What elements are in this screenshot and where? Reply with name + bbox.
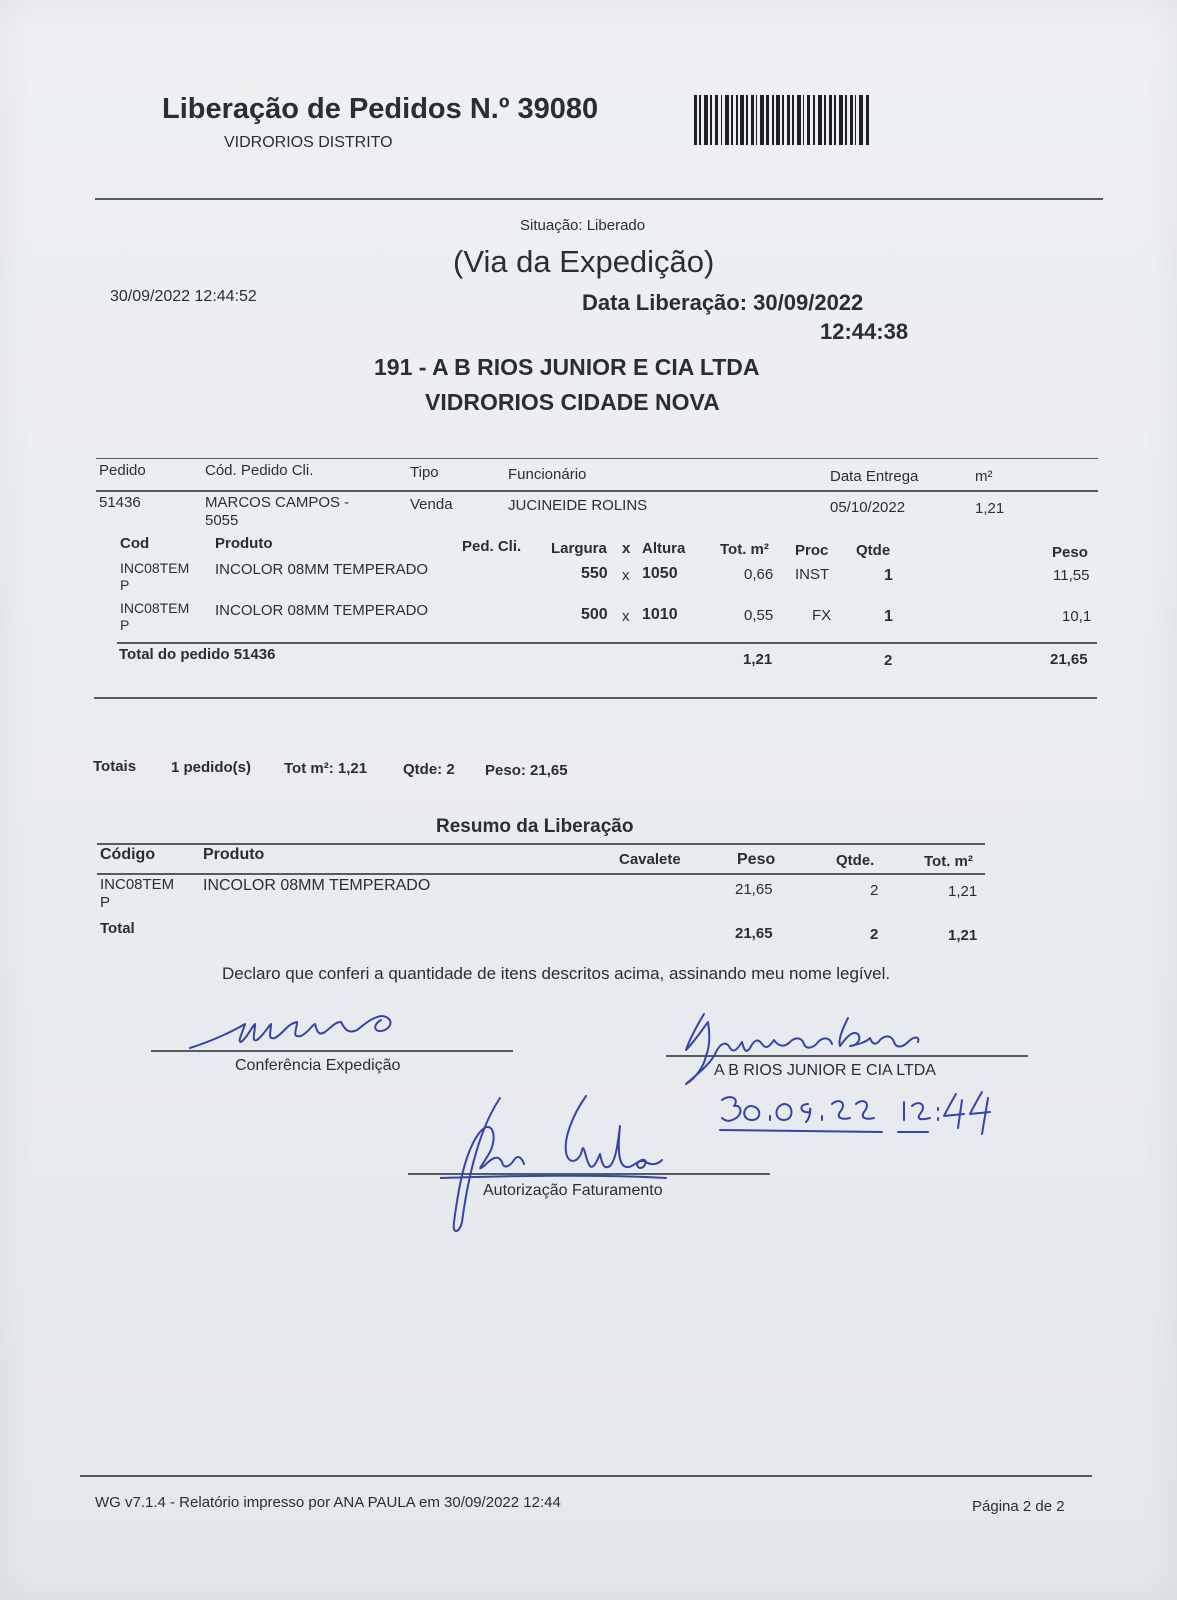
autorizacao-signature [440,1092,680,1238]
items-col-produto: Produto [215,535,273,552]
resumo-cod: INC08TEM [100,876,175,893]
item-peso: 10,1 [1062,608,1092,625]
order-m2: 1,21 [975,500,1005,517]
items-col-proc: Proc [795,542,829,559]
conferencia-label: Conferência Expedição [235,1057,401,1074]
conferencia-signature [185,1010,425,1055]
item-cod-cont: P [120,617,130,633]
item-cod: INC08TEM [120,560,190,576]
resumo-col-codigo: Código [100,846,156,863]
company-subtitle: VIDRORIOS DISTRITO [224,134,393,151]
items-col-ped-cli: Ped. Cli. [462,538,522,555]
items-col-altura: Altura [642,540,686,557]
footer-rule [80,1475,1092,1477]
item-produto: INCOLOR 08MM TEMPERADO [215,602,429,619]
totals-peso: Peso: 21,65 [485,762,568,779]
item-cod: INC08TEM [120,600,190,616]
order-total-peso: 21,65 [1050,651,1088,668]
order-total-qtde: 2 [884,652,893,669]
resumo-produto: INCOLOR 08MM TEMPERADO [203,877,431,894]
order-total-m2: 1,21 [743,651,773,668]
totals-label: Totais [93,758,137,775]
col-data-entrega: Data Entrega [830,468,919,485]
item-tot-m2: 0,66 [744,566,774,583]
resumo-qtde: 2 [870,882,879,899]
item-altura: 1010 [642,606,678,623]
document-title: Liberação de Pedidos N.º 39080 [162,93,599,125]
order-cod-cli-2: 5055 [205,512,239,529]
empresa-label: A B RIOS JUNIOR E CIA LTDA [714,1062,936,1079]
item-x: x [622,608,630,625]
data-liberacao: Data Liberação: 30/09/2022 [582,290,864,315]
item-tot-m2: 0,55 [744,607,774,624]
order-cod-cli: MARCOS CAMPOS - [205,494,350,511]
items-col-largura: Largura [551,540,607,557]
order-data-entrega: 05/10/2022 [830,499,906,516]
printed-datetime: 30/09/2022 12:44:52 [110,288,257,305]
order-tipo: Venda [410,496,453,513]
resumo-top-rule [97,843,985,845]
resumo-col-produto: Produto [203,846,265,863]
order-table-top-rule [96,458,1098,459]
order-table-header-rule [96,490,1098,492]
col-m2: m² [975,468,993,485]
item-qtde: 1 [884,567,893,584]
resumo-tot-m2: 1,21 [948,883,978,900]
resumo-peso: 21,65 [735,881,773,898]
items-col-x: x [622,540,631,557]
resumo-total-label: Total [100,920,135,937]
header-divider [95,198,1103,200]
item-largura: 550 [581,565,608,582]
items-col-tot-m2: Tot. m² [720,541,769,558]
col-tipo: Tipo [410,464,439,481]
col-pedido: Pedido [99,462,146,479]
order-pedido: 51436 [99,494,141,511]
totals-qtde: Qtde: 2 [403,761,455,778]
items-col-peso: Peso [1052,544,1088,561]
item-peso: 11,55 [1053,567,1090,584]
totals-m2: Tot m²: 1,21 [284,760,368,777]
order-total-rule [117,642,1097,644]
resumo-total-qtde: 2 [870,926,879,943]
via-label: (Via da Expedição) [453,244,715,279]
page-number: Página 2 de 2 [972,1498,1065,1515]
situacao-status: Situação: Liberado [520,217,646,234]
handwritten-date [718,1090,1008,1140]
resumo-total-m2: 1,21 [948,927,978,944]
order-funcionario: JUCINEIDE ROLINS [508,497,648,514]
resumo-col-qtde: Qtde. [836,852,875,869]
resumo-total-peso: 21,65 [735,925,773,942]
footer-printed-by: WG v7.1.4 - Relatório impresso por ANA PAULA em 30/09/2022 12:44 [95,1494,561,1511]
item-qtde: 1 [884,608,893,625]
item-cod-cont: P [120,577,130,593]
col-funcionario: Funcionário [508,466,587,483]
order-total-label: Total do pedido 51436 [119,646,276,663]
resumo-col-tot-m2: Tot. m² [924,853,973,870]
items-col-qtde: Qtde [856,542,891,559]
resumo-col-cavalete: Cavalete [619,851,681,868]
resumo-cod-cont: P [100,894,111,911]
totals-pedidos: 1 pedido(s) [171,759,252,776]
item-proc: FX [812,607,832,624]
resumo-header-rule [97,873,985,875]
col-cod-pedido-cli: Cód. Pedido Cli. [205,462,314,479]
resumo-title: Resumo da Liberação [436,816,634,837]
item-altura: 1050 [642,565,678,582]
item-produto: INCOLOR 08MM TEMPERADO [215,561,429,578]
client-branch: VIDRORIOS CIDADE NOVA [425,389,720,415]
items-col-cod: Cod [120,535,150,552]
resumo-col-peso: Peso [737,851,776,868]
autorizacao-label: Autorização Faturamento [483,1182,663,1199]
item-x: x [622,567,630,584]
order-table-bottom-rule [94,697,1097,699]
item-largura: 500 [581,606,608,623]
item-proc: INST [795,566,830,583]
client-name: 191 - A B RIOS JUNIOR E CIA LTDA [374,354,760,380]
hora-liberacao: 12:44:38 [820,319,909,344]
declaration-text: Declaro que conferi a quantidade de itens descritos acima, assinando meu nome legível. [222,964,891,983]
barcode-icon [694,95,872,145]
